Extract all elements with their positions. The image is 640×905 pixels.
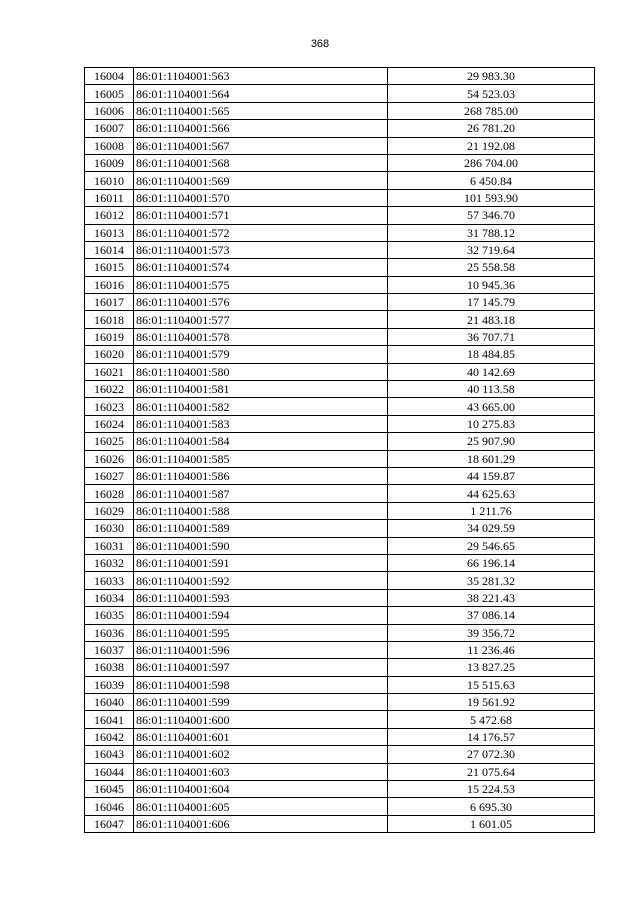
row-number-cell: 16026 [85, 450, 134, 467]
row-number-cell: 16035 [85, 607, 134, 624]
table-row [85, 224, 595, 241]
value-cell: 38 221.43 [388, 589, 595, 606]
value-cell: 36 707.71 [388, 328, 595, 345]
cadastral-number-cell: 86:01:1104001:577 [134, 311, 388, 328]
table-row [85, 520, 595, 537]
table-row [85, 207, 595, 224]
cadastral-number-cell: 86:01:1104001:592 [134, 572, 388, 589]
row-number-cell: 16043 [85, 746, 134, 763]
cadastral-number-cell: 86:01:1104001:587 [134, 485, 388, 502]
table-row [85, 68, 595, 85]
row-number-cell: 16009 [85, 154, 134, 171]
table-row [85, 467, 595, 484]
cadastral-number-cell: 86:01:1104001:590 [134, 537, 388, 554]
value-cell: 21 075.64 [388, 763, 595, 780]
value-cell: 66 196.14 [388, 554, 595, 571]
value-cell: 54 523.03 [388, 85, 595, 102]
value-cell: 32 719.64 [388, 241, 595, 258]
table-row [85, 259, 595, 276]
table-row [85, 137, 595, 154]
table-body [85, 68, 595, 833]
table-row [85, 728, 595, 745]
table-row [85, 485, 595, 502]
cadastral-number-cell: 86:01:1104001:568 [134, 154, 388, 171]
table-row [85, 502, 595, 519]
value-cell: 40 113.58 [388, 381, 595, 398]
row-number-cell: 16016 [85, 276, 134, 293]
table-row [85, 589, 595, 606]
row-number-cell: 16046 [85, 798, 134, 815]
cadastral-number-cell: 86:01:1104001:602 [134, 746, 388, 763]
cadastral-number-cell: 86:01:1104001:576 [134, 294, 388, 311]
table-row [85, 659, 595, 676]
table-row [85, 624, 595, 641]
row-number-cell: 16015 [85, 259, 134, 276]
value-cell: 25 558.58 [388, 259, 595, 276]
cadastral-number-cell: 86:01:1104001:564 [134, 85, 388, 102]
value-cell: 11 236.46 [388, 641, 595, 658]
row-number-cell: 16012 [85, 207, 134, 224]
value-cell: 10 275.83 [388, 415, 595, 432]
table-row [85, 433, 595, 450]
value-cell: 40 142.69 [388, 363, 595, 380]
value-cell: 44 625.63 [388, 485, 595, 502]
value-cell: 43 665.00 [388, 398, 595, 415]
row-number-cell: 16025 [85, 433, 134, 450]
table-row [85, 763, 595, 780]
cadastral-number-cell: 86:01:1104001:573 [134, 241, 388, 258]
table-row [85, 120, 595, 137]
page-number: 368 [310, 38, 330, 50]
value-cell: 29 546.65 [388, 537, 595, 554]
value-cell: 29 983.30 [388, 68, 595, 85]
cadastral-number-cell: 86:01:1104001:563 [134, 68, 388, 85]
cadastral-number-cell: 86:01:1104001:567 [134, 137, 388, 154]
value-cell: 286 704.00 [388, 154, 595, 171]
table-row [85, 607, 595, 624]
value-cell: 6 450.84 [388, 172, 595, 189]
cadastral-number-cell: 86:01:1104001:596 [134, 641, 388, 658]
value-cell: 15 515.63 [388, 676, 595, 693]
table-row [85, 381, 595, 398]
row-number-cell: 16014 [85, 241, 134, 258]
row-number-cell: 16018 [85, 311, 134, 328]
table-row [85, 781, 595, 798]
row-number-cell: 16036 [85, 624, 134, 641]
row-number-cell: 16007 [85, 120, 134, 137]
cadastral-number-cell: 86:01:1104001:586 [134, 467, 388, 484]
row-number-cell: 16037 [85, 641, 134, 658]
table-row [85, 641, 595, 658]
cadastral-number-cell: 86:01:1104001:588 [134, 502, 388, 519]
value-cell: 21 483.18 [388, 311, 595, 328]
row-number-cell: 16022 [85, 381, 134, 398]
row-number-cell: 16019 [85, 328, 134, 345]
cadastral-number-cell: 86:01:1104001:598 [134, 676, 388, 693]
cadastral-number-cell: 86:01:1104001:599 [134, 694, 388, 711]
row-number-cell: 16005 [85, 85, 134, 102]
row-number-cell: 16047 [85, 815, 134, 832]
value-cell: 10 945.36 [388, 276, 595, 293]
value-cell: 1 601.05 [388, 815, 595, 832]
table-row [85, 711, 595, 728]
row-number-cell: 16032 [85, 554, 134, 571]
cadastral-number-cell: 86:01:1104001:575 [134, 276, 388, 293]
cadastral-number-cell: 86:01:1104001:600 [134, 711, 388, 728]
row-number-cell: 16042 [85, 728, 134, 745]
row-number-cell: 16013 [85, 224, 134, 241]
cadastral-number-cell: 86:01:1104001:591 [134, 554, 388, 571]
value-cell: 39 356.72 [388, 624, 595, 641]
table-row [85, 276, 595, 293]
cadastral-number-cell: 86:01:1104001:601 [134, 728, 388, 745]
cadastral-number-cell: 86:01:1104001:581 [134, 381, 388, 398]
row-number-cell: 16021 [85, 363, 134, 380]
table-row [85, 85, 595, 102]
row-number-cell: 16040 [85, 694, 134, 711]
value-cell: 25 907.90 [388, 433, 595, 450]
row-number-cell: 16023 [85, 398, 134, 415]
cadastral-number-cell: 86:01:1104001:566 [134, 120, 388, 137]
cadastral-number-cell: 86:01:1104001:578 [134, 328, 388, 345]
cadastral-number-cell: 86:01:1104001:571 [134, 207, 388, 224]
row-number-cell: 16044 [85, 763, 134, 780]
table-row [85, 415, 595, 432]
cadastral-number-cell: 86:01:1104001:579 [134, 346, 388, 363]
table-row [85, 398, 595, 415]
value-cell: 17 145.79 [388, 294, 595, 311]
table-row [85, 328, 595, 345]
row-number-cell: 16041 [85, 711, 134, 728]
table-row [85, 311, 595, 328]
row-number-cell: 16028 [85, 485, 134, 502]
table-row [85, 798, 595, 815]
value-cell: 35 281.32 [388, 572, 595, 589]
value-cell: 14 176.57 [388, 728, 595, 745]
table-row [85, 746, 595, 763]
row-number-cell: 16039 [85, 676, 134, 693]
table-row [85, 815, 595, 832]
row-number-cell: 16027 [85, 467, 134, 484]
table-row [85, 154, 595, 171]
table-row [85, 676, 595, 693]
cadastral-number-cell: 86:01:1104001:604 [134, 781, 388, 798]
cadastral-number-cell: 86:01:1104001:569 [134, 172, 388, 189]
table-row [85, 189, 595, 206]
value-cell: 57 346.70 [388, 207, 595, 224]
cadastral-number-cell: 86:01:1104001:570 [134, 189, 388, 206]
value-cell: 5 472.68 [388, 711, 595, 728]
row-number-cell: 16045 [85, 781, 134, 798]
value-cell: 101 593.90 [388, 189, 595, 206]
value-cell: 6 695.30 [388, 798, 595, 815]
table-row [85, 294, 595, 311]
row-number-cell: 16006 [85, 102, 134, 119]
row-number-cell: 16038 [85, 659, 134, 676]
row-number-cell: 16008 [85, 137, 134, 154]
row-number-cell: 16031 [85, 537, 134, 554]
row-number-cell: 16029 [85, 502, 134, 519]
row-number-cell: 16010 [85, 172, 134, 189]
cadastral-number-cell: 86:01:1104001:565 [134, 102, 388, 119]
table-row [85, 537, 595, 554]
value-cell: 37 086.14 [388, 607, 595, 624]
cadastral-number-cell: 86:01:1104001:585 [134, 450, 388, 467]
row-number-cell: 16033 [85, 572, 134, 589]
value-cell: 31 788.12 [388, 224, 595, 241]
cadastral-number-cell: 86:01:1104001:580 [134, 363, 388, 380]
row-number-cell: 16020 [85, 346, 134, 363]
value-cell: 19 561.92 [388, 694, 595, 711]
value-cell: 21 192.08 [388, 137, 595, 154]
cadastral-number-cell: 86:01:1104001:595 [134, 624, 388, 641]
table-row [85, 694, 595, 711]
value-cell: 1 211.76 [388, 502, 595, 519]
cadastral-number-cell: 86:01:1104001:597 [134, 659, 388, 676]
cadastral-number-cell: 86:01:1104001:574 [134, 259, 388, 276]
cadastral-number-cell: 86:01:1104001:582 [134, 398, 388, 415]
table-row [85, 572, 595, 589]
value-cell: 44 159.87 [388, 467, 595, 484]
value-cell: 27 072.30 [388, 746, 595, 763]
table-row [85, 554, 595, 571]
cadastral-table [84, 67, 595, 833]
table-row [85, 363, 595, 380]
row-number-cell: 16011 [85, 189, 134, 206]
table-row [85, 450, 595, 467]
table-row [85, 172, 595, 189]
row-number-cell: 16017 [85, 294, 134, 311]
cadastral-number-cell: 86:01:1104001:594 [134, 607, 388, 624]
cadastral-number-cell: 86:01:1104001:605 [134, 798, 388, 815]
cadastral-number-cell: 86:01:1104001:583 [134, 415, 388, 432]
row-number-cell: 16034 [85, 589, 134, 606]
value-cell: 15 224.53 [388, 781, 595, 798]
cadastral-number-cell: 86:01:1104001:584 [134, 433, 388, 450]
cadastral-number-cell: 86:01:1104001:572 [134, 224, 388, 241]
value-cell: 26 781.20 [388, 120, 595, 137]
value-cell: 34 029.59 [388, 520, 595, 537]
value-cell: 18 484.85 [388, 346, 595, 363]
cadastral-number-cell: 86:01:1104001:606 [134, 815, 388, 832]
table-row [85, 241, 595, 258]
cadastral-number-cell: 86:01:1104001:593 [134, 589, 388, 606]
value-cell: 268 785.00 [388, 102, 595, 119]
cadastral-number-cell: 86:01:1104001:603 [134, 763, 388, 780]
row-number-cell: 16024 [85, 415, 134, 432]
cadastral-number-cell: 86:01:1104001:589 [134, 520, 388, 537]
value-cell: 18 601.29 [388, 450, 595, 467]
row-number-cell: 16004 [85, 68, 134, 85]
value-cell: 13 827.25 [388, 659, 595, 676]
table-row [85, 102, 595, 119]
row-number-cell: 16030 [85, 520, 134, 537]
table-row [85, 346, 595, 363]
